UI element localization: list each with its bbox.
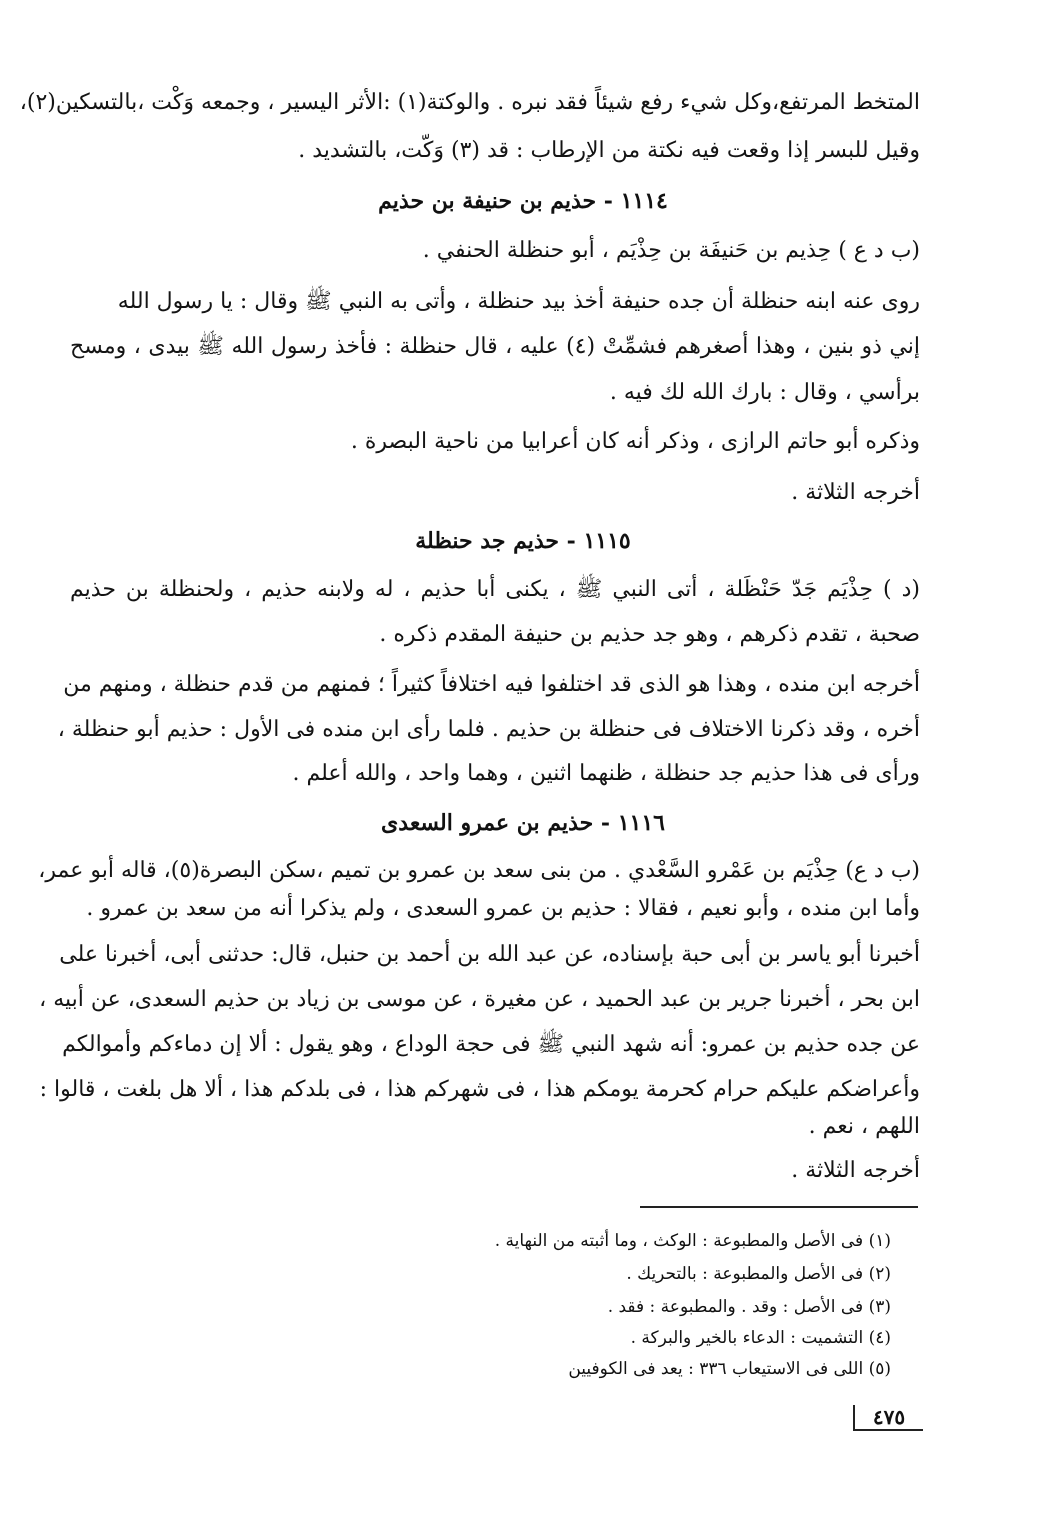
text-line: اللهم ، نعم . (808, 1114, 920, 1139)
footnote: (٣) فى الأصل : وقد . والمطبوعة : فقد . (607, 1297, 891, 1317)
text-line: وأما ابن منده ، وأبو نعيم ، فقالا : حذيم بن عمرو السعدى ، ولم يذكرا أنه من سعد بن عمرو . (86, 896, 920, 921)
text-line: صحبة ، تقدم ذكرهم ، وهو جد حذيم بن حنيفة المقدم ذكره . (379, 622, 920, 647)
text-line: (د ) حِذْيَم جَدّ حَنْظَلة ، أتى النبي ﷺ ، يكنى أبا حذيم ، له ولابنه حذيم ، ولحنظلة بن حذيم (70, 577, 920, 602)
text-line: ورأى فى هذا حذيم جد حنظلة ، ظنهما اثنين ، وهما واحد ، والله أعلم . (292, 761, 920, 786)
text-line: (ب د ع ) حِذيم بن حَنيفَة بن حِذْيَم ، أبو حنظلة الحنفي . (422, 238, 920, 263)
text-line: أخرجه الثلاثة . (791, 480, 920, 505)
text-line: أخبرنا أبو ياسر بن أبى حبة بإسناده، عن عبد الله بن أحمد بن حنبل، قال: حدثنى أبى، أخبرنا على (59, 942, 920, 967)
entry-heading: ١١١٤ - حذيم بن حنيفة بن حذيم (378, 188, 668, 214)
footnote: (٤) التشميت : الدعاء بالخير والبركة . (630, 1328, 891, 1348)
text-line: وقيل للبسر إذا وقعت فيه نكتة من الإرطاب : قد (٣) وَكّت، بالتشديد . (298, 138, 920, 163)
text-line: (ب د ع) حِذْيَم بن عَمْرو السَّعْدي . من بنى سعد بن عمرو بن تميم ،سكن البصرة(٥)، قاله أبو عمر، (38, 858, 920, 883)
text-line: المتخط المرتفع،وكل شيء رفع شيئاً فقد نبره . والوكتة(١) :الأثر اليسير ، وجمعه وَكْت ،بالتسكين(٢)، (19, 90, 920, 115)
footnote: (٢) فى الأصل والمطبوعة : بالتحريك . (626, 1264, 891, 1284)
text-line: أخره ، وقد ذكرنا الاختلاف فى حنظلة بن حذيم . فلما رأى ابن منده فى الأول : حذيم أبو حنظلة ، (57, 717, 920, 742)
text-line: وذكره أبو حاتم الرازى ، وذكر أنه كان أعرابيا من ناحية البصرة . (350, 429, 920, 454)
text-line: برأسي ، وقال : بارك الله لك فيه . (609, 380, 920, 405)
text-line: ابن بحر ، أخبرنا جرير بن عبد الحميد ، عن مغيرة ، عن موسى بن زياد بن حذيم السعدى، عن أبيه ، (39, 987, 920, 1012)
footnote-divider (640, 1206, 918, 1208)
page-number: ٤٧٥ (853, 1405, 923, 1431)
footnote: (٥) اللى فى الاستيعاب ٣٣٦ : يعد فى الكوفيين (568, 1359, 891, 1379)
text-line: روى عنه ابنه حنظلة أن جده حنيفة أخذ بيد حنظلة ، وأتى به النبي ﷺ وقال : يا رسول الله (117, 289, 920, 314)
footnote: (١) فى الأصل والمطبوعة : الوكث ، وما أثبته من النهاية . (494, 1231, 891, 1251)
entry-heading: ١١١٥ - حذيم جد حنظلة (415, 528, 631, 554)
text-line: وأعراضكم عليكم حرام كحرمة يومكم هذا ، فى شهركم هذا ، فى بلدكم هذا ، ألا هل بلغت ، قالوا : (39, 1077, 920, 1102)
entry-heading: ١١١٦ - حذيم بن عمرو السعدى (381, 810, 665, 836)
text-line: أخرجه ابن منده ، وهذا هو الذى قد اختلفوا فيه اختلافاً كثيراً ؛ فمنهم من قدم حنظلة ، ومنهم من (63, 672, 920, 697)
text-line: إني ذو بنين ، وهذا أصغرهم فشمِّتْ (٤) عليه ، قال حنظلة : فأخذ رسول الله ﷺ بيدى ، ومسح (70, 334, 920, 359)
text-line: عن جده حذيم بن عمرو: أنه شهد النبي ﷺ فى حجة الوداع ، وهو يقول : ألا إن دماءكم وأموالكم (62, 1032, 920, 1057)
text-line: أخرجه الثلاثة . (791, 1158, 920, 1183)
